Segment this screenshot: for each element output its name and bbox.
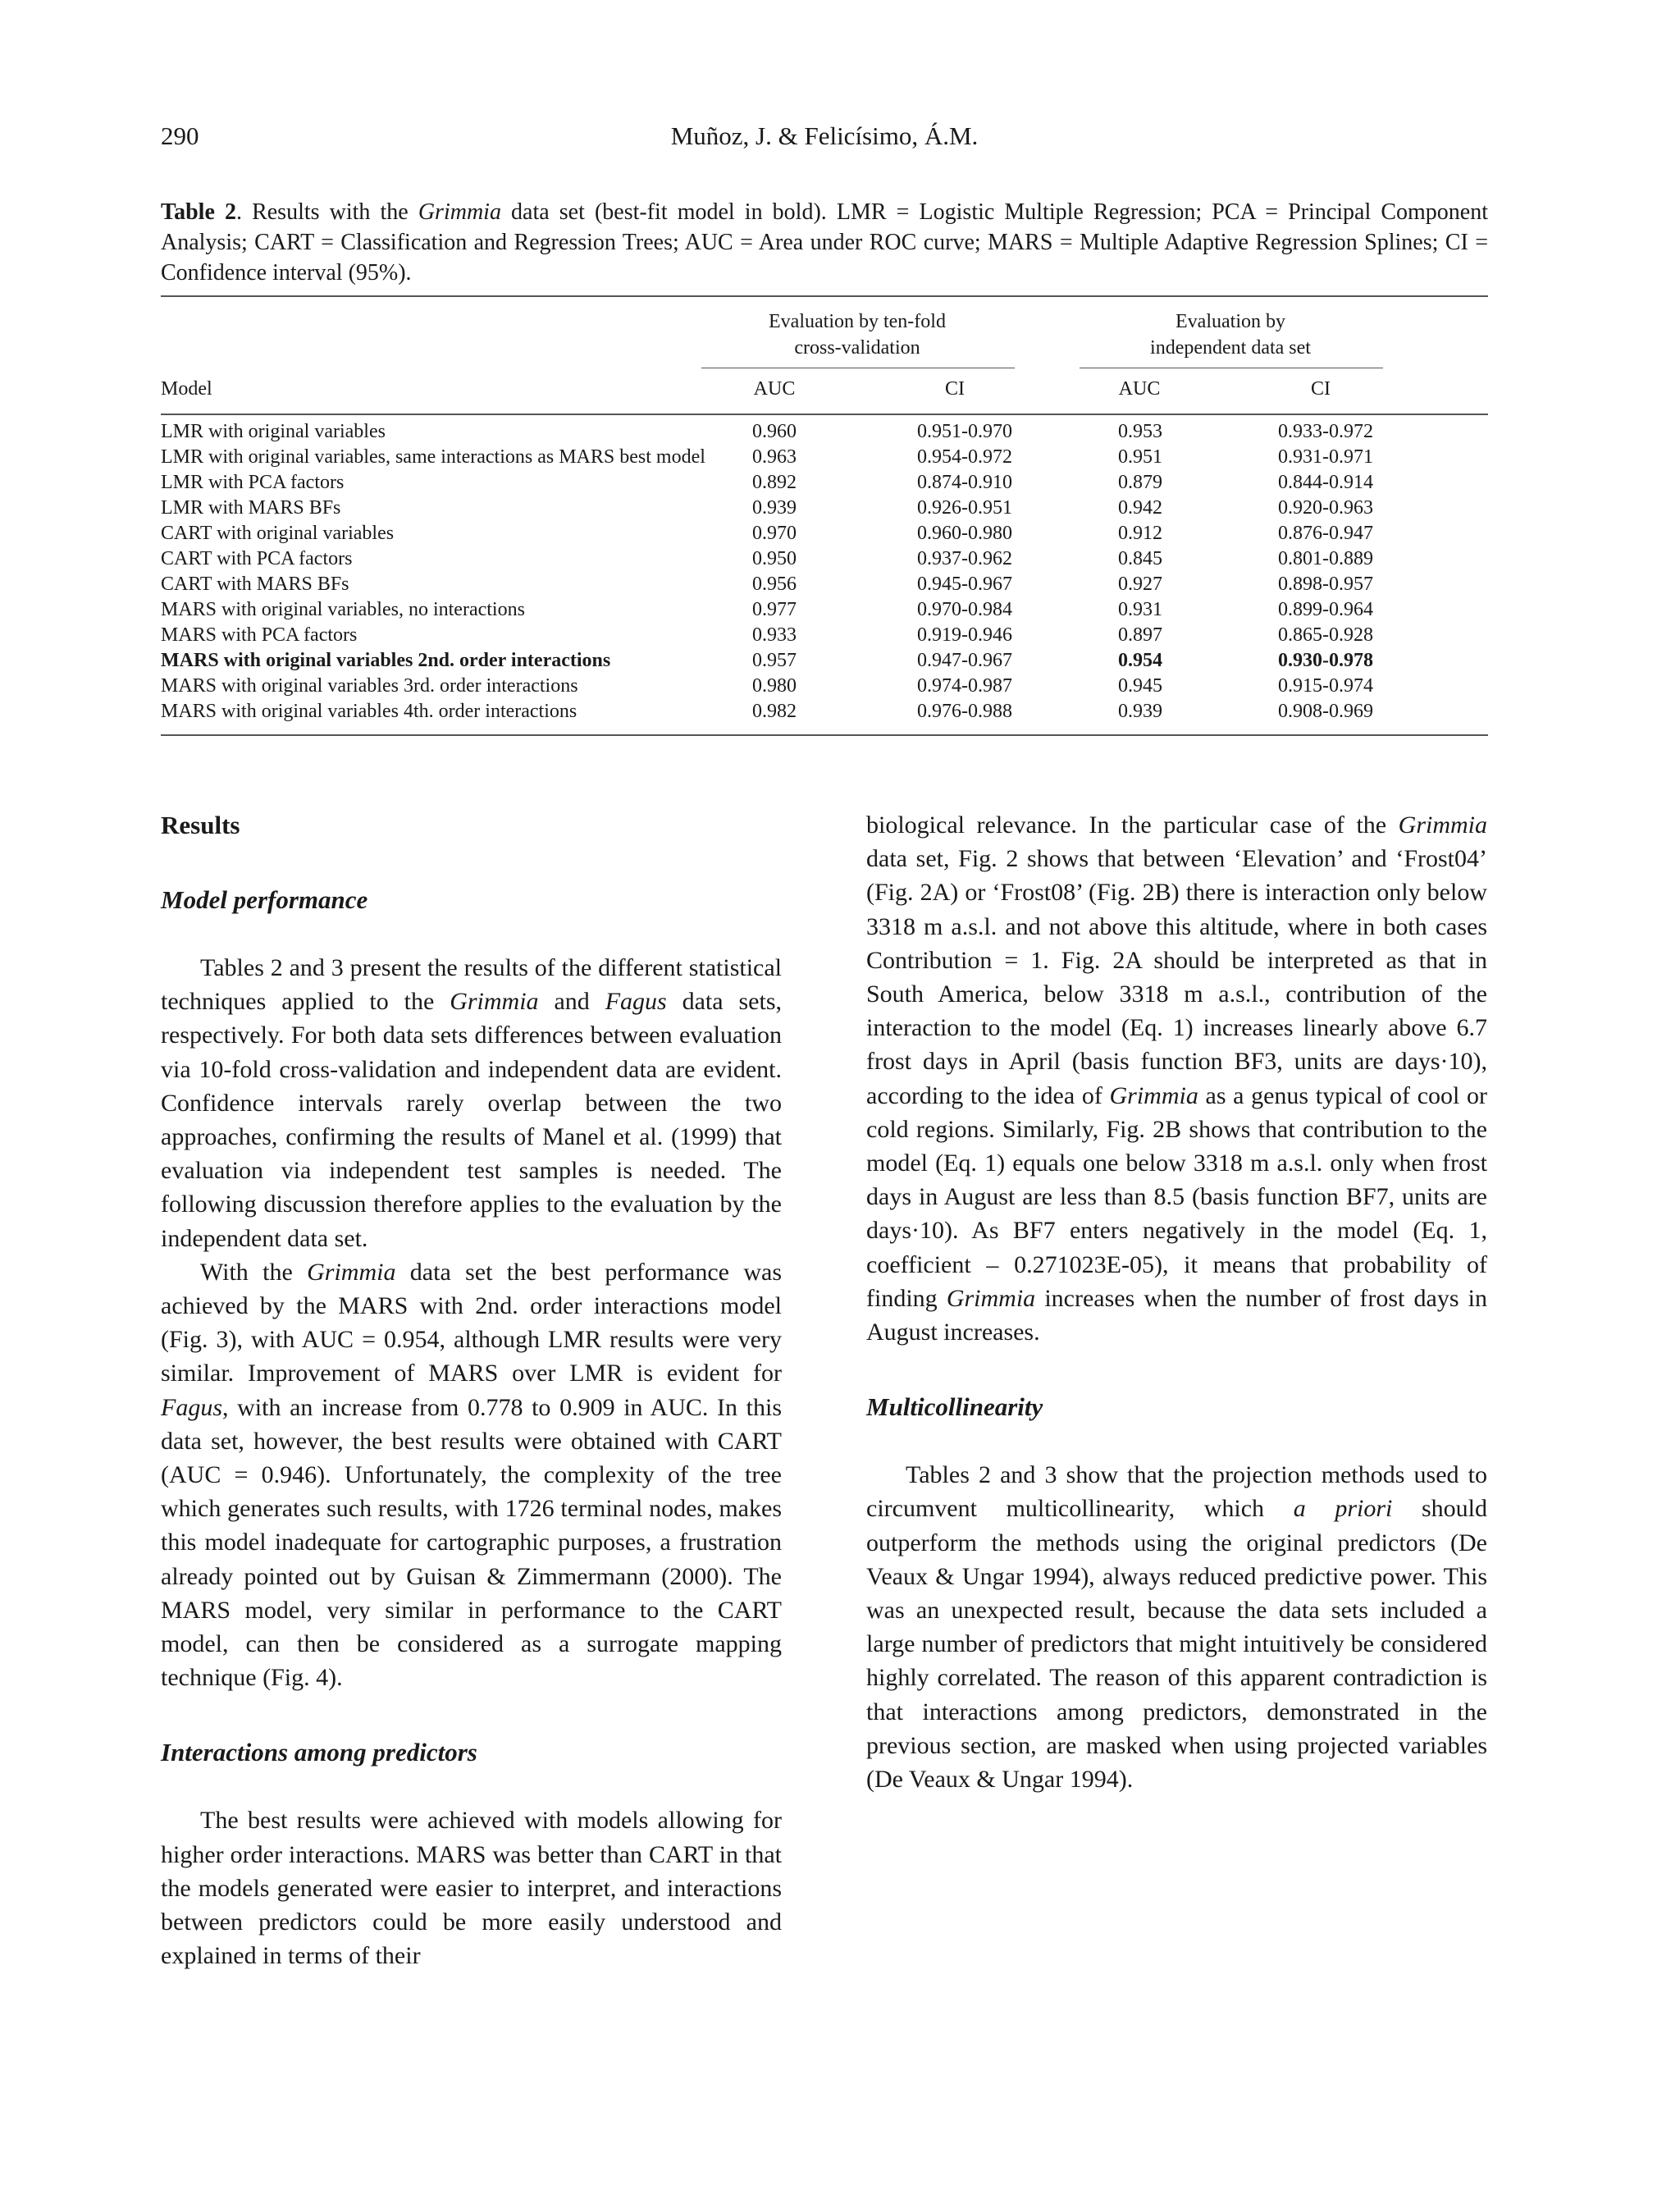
- ci-ind-cell: 0.930-0.978: [1278, 650, 1373, 671]
- ci-ind-cell: 0.865-0.928: [1278, 624, 1373, 646]
- ci-ind-cell: 0.931-0.971: [1278, 446, 1373, 468]
- table-header-rule: [161, 414, 1488, 415]
- group-header-independent: [1058, 309, 1403, 361]
- ci-cv-cell: 0.951-0.970: [917, 421, 1012, 442]
- auc-cv-cell: 0.892: [752, 472, 797, 493]
- table-row: [161, 623, 1488, 648]
- italic-term: Fagus: [161, 1393, 222, 1421]
- auc-ind-cell: 0.931: [1118, 599, 1162, 620]
- paragraph: [161, 1803, 782, 1972]
- section-title-results: Results: [161, 811, 240, 839]
- auc-cv-cell: 0.956: [752, 574, 797, 595]
- auc-ind-cell: 0.942: [1118, 497, 1162, 519]
- auc-ind-cell: 0.879: [1118, 472, 1162, 493]
- table-row: [161, 546, 1488, 572]
- ci-cv-cell: 0.947-0.967: [917, 650, 1012, 671]
- ci-cv-cell: 0.976-0.988: [917, 701, 1012, 722]
- auc-cv-cell: 0.980: [752, 675, 797, 697]
- italic-term: Fagus: [605, 988, 667, 1016]
- group-header-cross-validation: [681, 309, 1034, 361]
- ci-ind-cell: 0.898-0.957: [1278, 574, 1373, 595]
- subsection-title-model-performance: Model performance: [161, 885, 368, 914]
- ci-ind-cell: 0.801-0.889: [1278, 548, 1373, 569]
- italic-term: Grimmia: [1398, 811, 1487, 839]
- table-row: [161, 674, 1488, 699]
- ci-cv-cell: 0.974-0.987: [917, 675, 1012, 697]
- text-run: should outperform the methods using the original predictors (De Veaux & Ungar 1994), always reduced predictive power. This was an unexpected result, because the data sets included a large number of predictors that might intuitively be considered highly correlated. The reason of this apparent contradiction is that interactions among predictors, demonstrated in the previous section, are masked when using projected variables (De Veaux & Ungar 1994).: [866, 1495, 1488, 1794]
- group-header-cv-line1: Evaluation by ten-fold: [769, 311, 946, 332]
- text-run: data set the best performance was achieved by the MARS with 2nd. order interactions model (Fig. 3), with AUC = 0.954, although LMR results were very similar. Improvement of MARS over LMR is evident for: [161, 1258, 782, 1387]
- ci-ind-cell: 0.920-0.963: [1278, 497, 1373, 519]
- auc-ind-cell: 0.845: [1118, 548, 1162, 569]
- subsection-title-interactions: Interactions among predictors: [161, 1738, 477, 1767]
- italic-term: Grimmia: [450, 988, 539, 1016]
- table-row-best-fit: [161, 648, 1488, 674]
- text-run: as a genus typical of cool or cold regions. Similarly, Fig. 2B shows that contribution to the model (Eq. 1) equals one below 3318 m a.s.l. only when frost days in August are less than 8.5 (basis function BF7, units are days·10). As BF7 enters negatively in the model (Eq. 1, coefficient – 0.271023E-05), it means that probability of finding: [866, 1081, 1487, 1312]
- group-header-ind-line2: independent data set: [1150, 337, 1311, 359]
- column-header-auc-cv: AUC: [753, 378, 796, 400]
- model-cell: MARS with original variables 4th. order interactions: [161, 701, 578, 722]
- column-header-ci-ind: CI: [1311, 378, 1331, 400]
- model-cell: CART with MARS BFs: [161, 574, 349, 595]
- ci-cv-cell: 0.874-0.910: [917, 472, 1012, 493]
- text-run: , with an increase from 0.778 to 0.909 in AUC. In this data set, however, the best results were obtained with CART (AUC = 0.946). Unfortunately, the complexity of the tree which generates such results, with 1726 terminal nodes, makes this model inadequate for cartographic purposes, a frustration already pointed out by Guisan & Zimmermann (2000). The MARS model, very similar in performance to the CART model, can then be considered as a surrogate mapping technique (Fig. 4).: [161, 1393, 782, 1692]
- paragraph: [866, 808, 1487, 1349]
- ci-cv-cell: 0.919-0.946: [917, 624, 1012, 646]
- ci-cv-cell: 0.970-0.984: [917, 599, 1012, 620]
- table-row: [161, 496, 1488, 521]
- model-cell: CART with original variables: [161, 523, 395, 544]
- model-cell: MARS with PCA factors: [161, 624, 358, 646]
- column-header-auc-ind: AUC: [1118, 378, 1161, 400]
- auc-ind-cell: 0.945: [1118, 675, 1162, 697]
- model-cell: CART with PCA factors: [161, 548, 353, 569]
- auc-ind-cell: 0.953: [1118, 421, 1162, 442]
- page-number: 290: [161, 121, 199, 150]
- auc-cv-cell: 0.957: [752, 650, 797, 671]
- auc-cv-cell: 0.933: [752, 624, 797, 646]
- column-header-model: Model: [161, 378, 212, 400]
- auc-cv-cell: 0.977: [752, 599, 797, 620]
- text-run: Tables 2 and 3 present the results of the different statistical techniques applied to the: [161, 954, 782, 1016]
- group-header-cv-line2: cross-validation: [794, 337, 920, 359]
- subsection-title-multicollinearity: Multicollinearity: [866, 1392, 1043, 1422]
- italic-term: a priori: [1293, 1495, 1393, 1523]
- ci-cv-cell: 0.954-0.972: [917, 446, 1012, 468]
- column-header-ci-cv: CI: [945, 378, 965, 400]
- model-cell: LMR with PCA factors: [161, 472, 345, 493]
- ci-cv-cell: 0.960-0.980: [917, 523, 1012, 544]
- table-caption-species: Grimmia: [418, 199, 501, 225]
- auc-ind-cell: 0.927: [1118, 574, 1162, 595]
- paragraph: [866, 1458, 1487, 1796]
- running-head-authors: Muñoz, J. & Felicísimo, Á.M.: [670, 121, 979, 150]
- table-row: [161, 419, 1488, 445]
- ci-ind-cell: 0.876-0.947: [1278, 523, 1373, 544]
- model-cell: LMR with MARS BFs: [161, 497, 341, 519]
- ci-cv-cell: 0.945-0.967: [917, 574, 1012, 595]
- ci-ind-cell: 0.915-0.974: [1278, 675, 1373, 697]
- text-run: increases when the number of frost days in August increases.: [866, 1284, 1487, 1346]
- auc-cv-cell: 0.970: [752, 523, 797, 544]
- model-cell: LMR with original variables, same interactions as MARS best model: [161, 446, 705, 468]
- table-caption-label: Table 2: [161, 199, 236, 225]
- ci-ind-cell: 0.844-0.914: [1278, 472, 1373, 493]
- table-row: [161, 521, 1488, 546]
- auc-cv-cell: 0.939: [752, 497, 797, 519]
- italic-term: Grimmia: [946, 1284, 1036, 1312]
- table-caption-text: data set (best-fit model in bold). LMR = Logistic Multiple Regression; PCA = Principal Component Analysis; CART = Classification and Regression Trees; AUC = Area under ROC curve; MARS = Multiple Adaptive Regression Splines; CI = Confidence interval (95%).: [161, 199, 1488, 286]
- model-cell: MARS with original variables 2nd. order interactions: [161, 650, 611, 671]
- italic-term: Grimmia: [307, 1258, 396, 1286]
- text-run: data set, Fig. 2 shows that between ‘Elevation’ and ‘Frost04’ (Fig. 2A) or ‘Frost08’ (Fig. 2B) there is interaction only below 3318 m a.s.l. and not above this altitude, where in both cases Contribution = 1. Fig. 2A should be interpreted as that in South America, below 3318 m a.s.l., contribution of the interaction to the model (Eq. 1) increases linearly above 6.7 frost days in April (basis function BF3, units are days·10), according to the idea of: [866, 845, 1487, 1109]
- table-row: [161, 572, 1488, 597]
- italic-term: Grimmia: [1109, 1081, 1198, 1109]
- ci-ind-cell: 0.933-0.972: [1278, 421, 1373, 442]
- paragraph: [161, 951, 782, 1255]
- ci-cv-cell: 0.926-0.951: [917, 497, 1012, 519]
- table-bottom-rule: [161, 734, 1488, 736]
- text-run: The best results were achieved with models allowing for higher order interactions. MARS was better than CART in that the models generated were easier to interpret, and interactions between predictors could be more easily understood and explained in terms of their: [161, 1807, 782, 1970]
- ci-ind-cell: 0.899-0.964: [1278, 599, 1373, 620]
- text-run: With the: [200, 1258, 308, 1286]
- running-head: [161, 121, 1488, 158]
- table-row: [161, 445, 1488, 470]
- table-body: [161, 419, 1488, 724]
- auc-cv-cell: 0.960: [752, 421, 797, 442]
- model-cell: LMR with original variables: [161, 421, 386, 442]
- table-row: [161, 470, 1488, 496]
- text-run: Tables 2 and 3 show that the projection methods used to circumvent multicollinearity, which: [866, 1461, 1487, 1523]
- table-row: [161, 597, 1488, 623]
- auc-ind-cell: 0.939: [1118, 701, 1162, 722]
- auc-ind-cell: 0.954: [1118, 650, 1162, 671]
- text-run: and: [538, 988, 605, 1016]
- auc-cv-cell: 0.963: [752, 446, 797, 468]
- table-caption: [161, 197, 1488, 288]
- text-run: biological relevance. In the particular case of the: [866, 811, 1399, 839]
- group-header-ind-line1: Evaluation by: [1176, 311, 1285, 332]
- model-cell: MARS with original variables 3rd. order interactions: [161, 675, 578, 697]
- auc-cv-cell: 0.950: [752, 548, 797, 569]
- text-run: data sets, respectively. For both data sets differences between evaluation via 10-fold cross-validation and independent data are evident. Confidence intervals rarely overlap between the two approaches, confirming the results of Manel et al. (1999) that evaluation via independent test samples is needed. The following discussion therefore applies to the evaluation by the independent data set.: [161, 988, 782, 1252]
- auc-ind-cell: 0.897: [1118, 624, 1162, 646]
- auc-ind-cell: 0.912: [1118, 523, 1162, 544]
- auc-cv-cell: 0.982: [752, 701, 797, 722]
- ci-cv-cell: 0.937-0.962: [917, 548, 1012, 569]
- model-cell: MARS with original variables, no interactions: [161, 599, 525, 620]
- ci-ind-cell: 0.908-0.969: [1278, 701, 1373, 722]
- right-column: [866, 808, 1487, 1796]
- table-caption-pre: . Results with the: [235, 199, 418, 225]
- auc-ind-cell: 0.951: [1118, 446, 1162, 468]
- paragraph: [161, 1255, 782, 1695]
- table-row: [161, 699, 1488, 724]
- left-column: [161, 808, 782, 1972]
- table-top-rule: [161, 295, 1488, 297]
